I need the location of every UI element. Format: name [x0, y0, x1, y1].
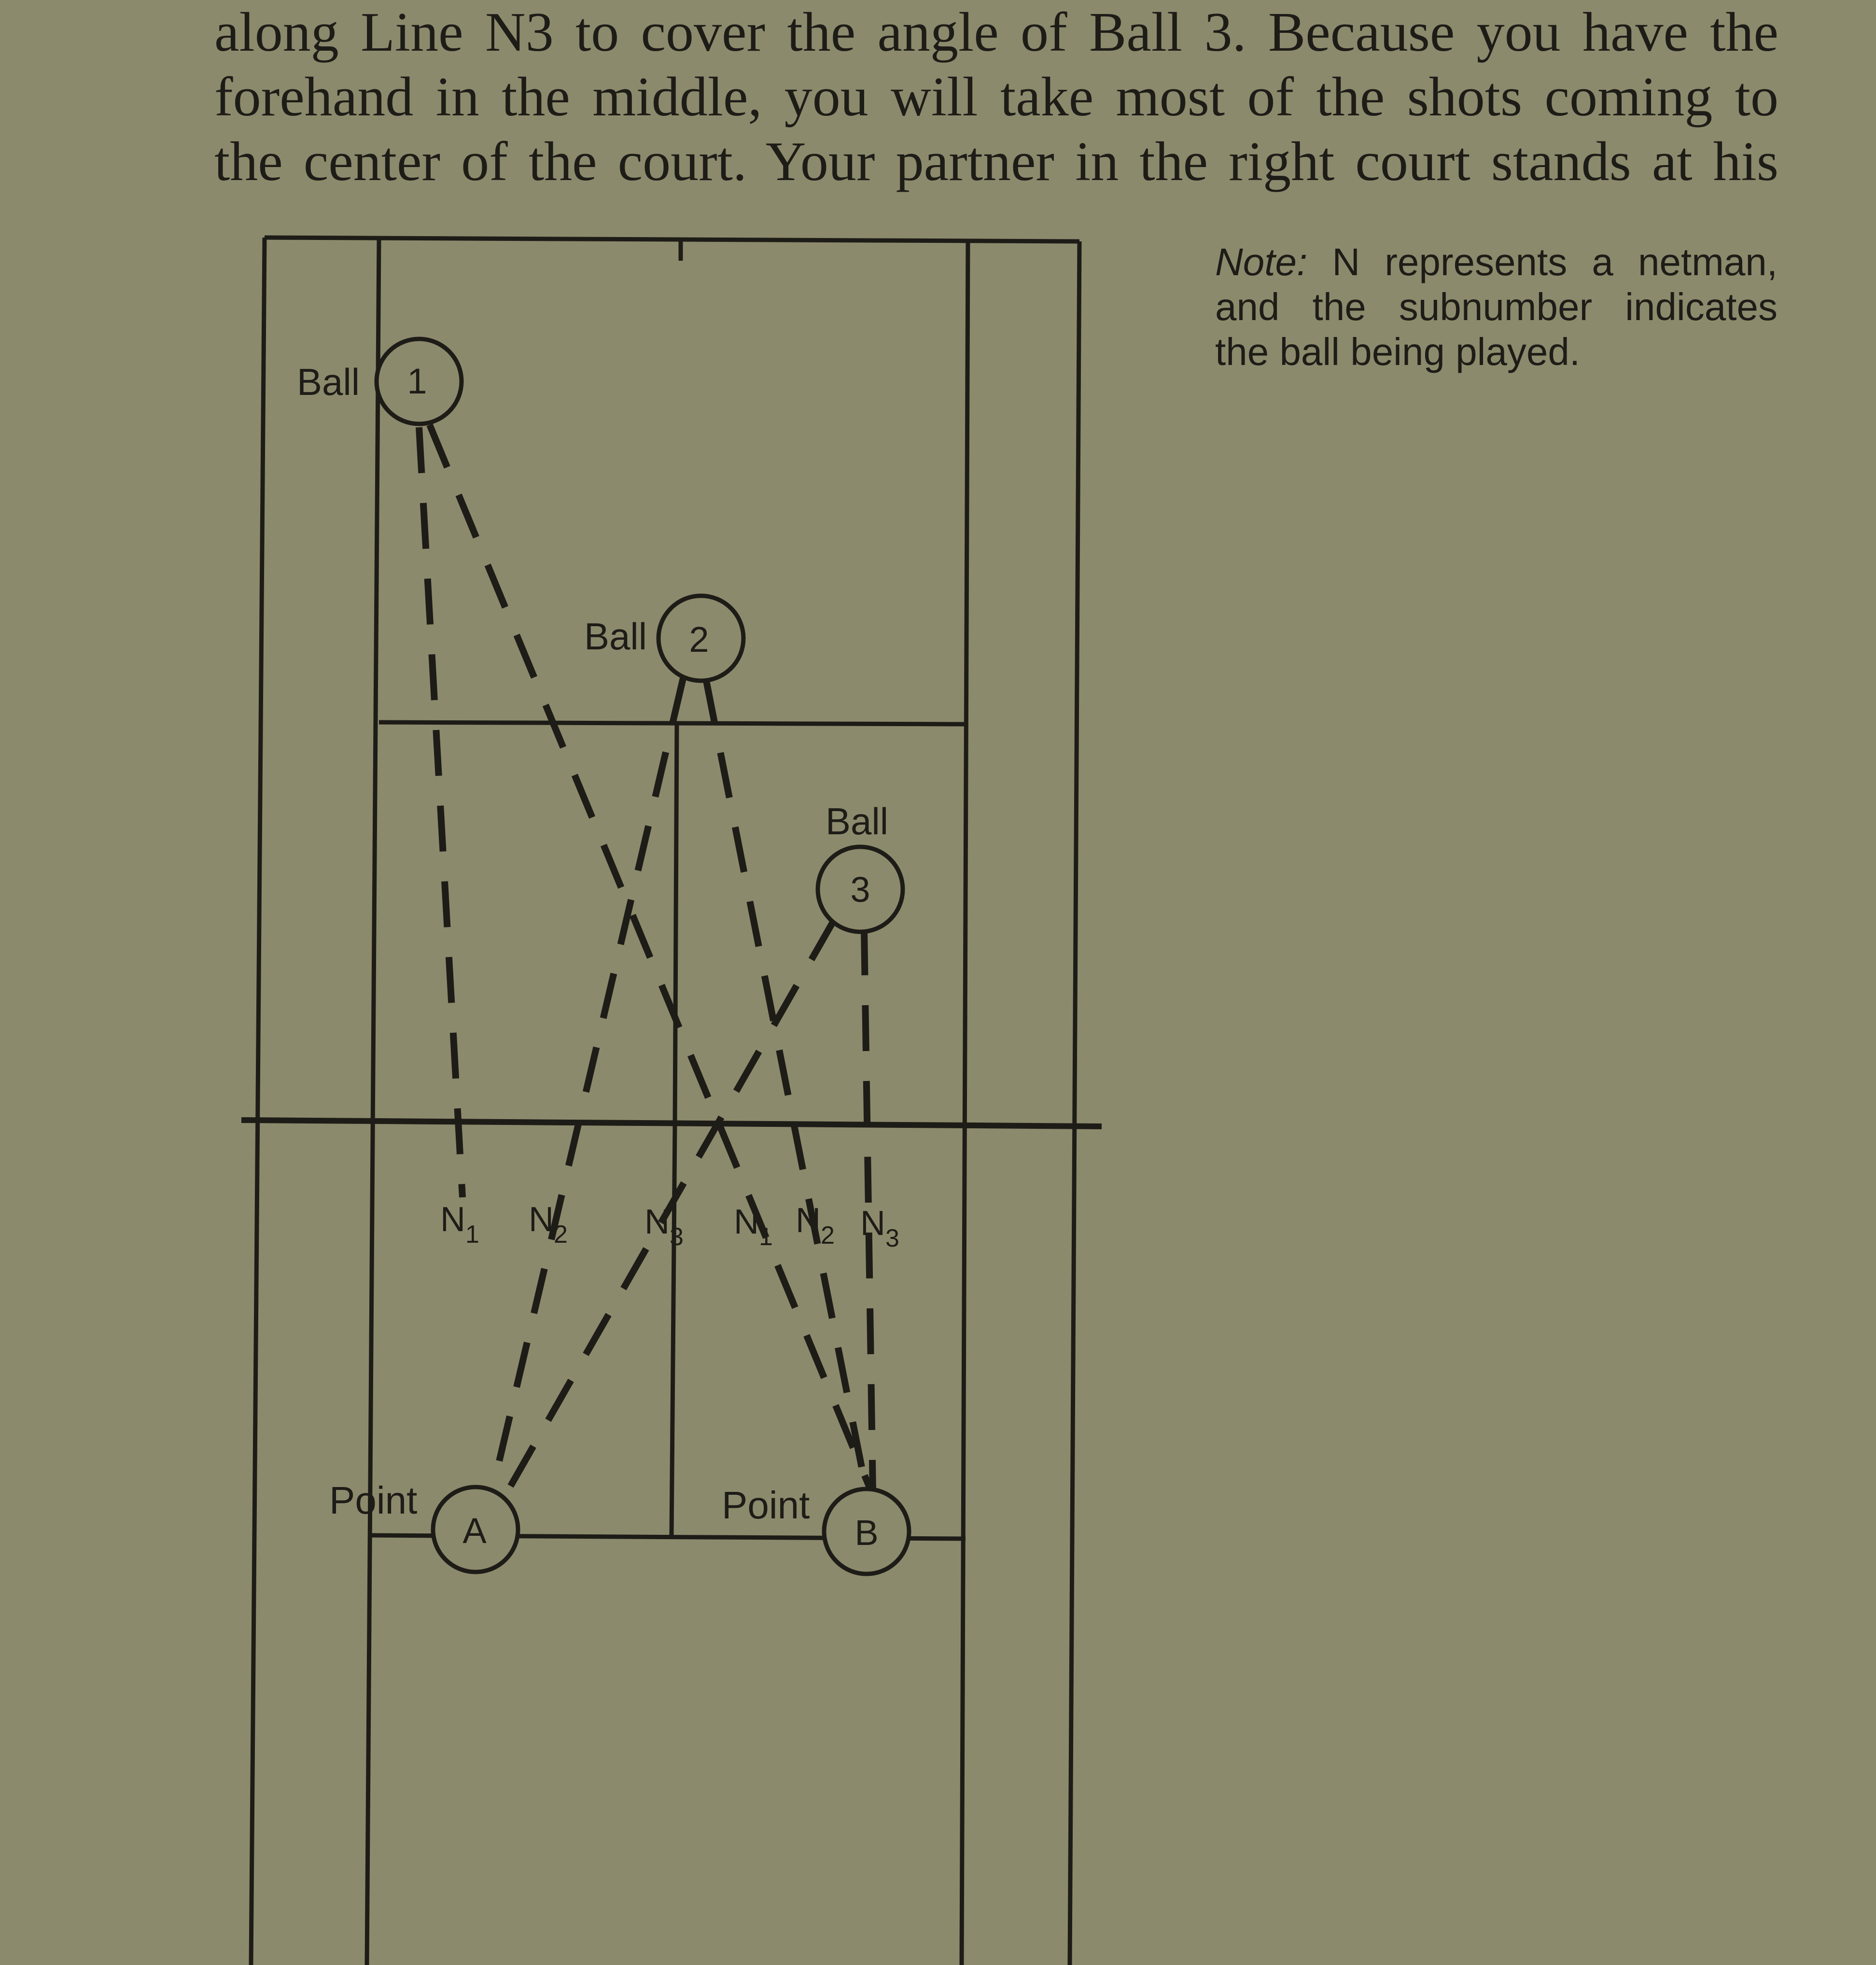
- netman-left-2: $N_2$: [529, 1200, 568, 1249]
- path-ball1-right: [430, 425, 871, 1492]
- doubles-sideline-left: [251, 238, 265, 1965]
- passage-line-3: the center of the court. Your partner in the right court stands at his: [214, 131, 1778, 193]
- note-line-2: and the subnumber indicates: [1215, 285, 1778, 328]
- center-service-line-near: [672, 1125, 675, 1536]
- point-a-label: Point: [329, 1479, 418, 1522]
- passage-line-1: along Line N3 to cover the angle of Ball 3. Because you have the: [214, 1, 1778, 63]
- ball-2: [584, 596, 743, 681]
- ball-3-number: 3: [850, 870, 870, 910]
- ball-2-number: 2: [689, 619, 709, 660]
- netman-left-1: $N_1$: [440, 1200, 479, 1249]
- singles-sideline-right: [962, 241, 968, 1965]
- netman-right-1: $N_1$: [734, 1203, 773, 1251]
- point-b-label: Point: [722, 1484, 810, 1527]
- note-line-1-text: N represents a netman,: [1307, 240, 1778, 283]
- doubles-sideline-right: [1070, 241, 1079, 1965]
- center-service-line-far: [675, 723, 677, 1125]
- net: [241, 1120, 1102, 1126]
- ball-1-label: Ball: [297, 361, 360, 403]
- point-a-letter: A: [462, 1511, 487, 1551]
- ball-3: [818, 800, 903, 932]
- netman-left-3: $N_3$: [644, 1203, 684, 1251]
- ball-1-number: 1: [407, 361, 427, 401]
- ball-3-label: Ball: [826, 800, 889, 842]
- note-line-3: the ball being played.: [1215, 330, 1581, 373]
- note-label: Note:: [1215, 240, 1308, 283]
- point-a: [329, 1479, 518, 1572]
- ball-2-label: Ball: [584, 615, 647, 658]
- court-lines: [241, 238, 1102, 1965]
- point-b-letter: B: [854, 1513, 879, 1553]
- netman-right-3: $N_3$: [860, 1204, 899, 1252]
- netman-labels-right: [734, 1201, 899, 1252]
- point-b: [722, 1484, 909, 1574]
- netman-right-2: $N_2$: [796, 1201, 835, 1249]
- ball-paths: [419, 425, 873, 1497]
- baseline: [265, 238, 1079, 241]
- passage-line-2: forehand in the middle, you will take most of the shots coming to: [214, 66, 1778, 128]
- singles-sideline-left: [367, 239, 379, 1965]
- path-ball1-left: [419, 427, 462, 1197]
